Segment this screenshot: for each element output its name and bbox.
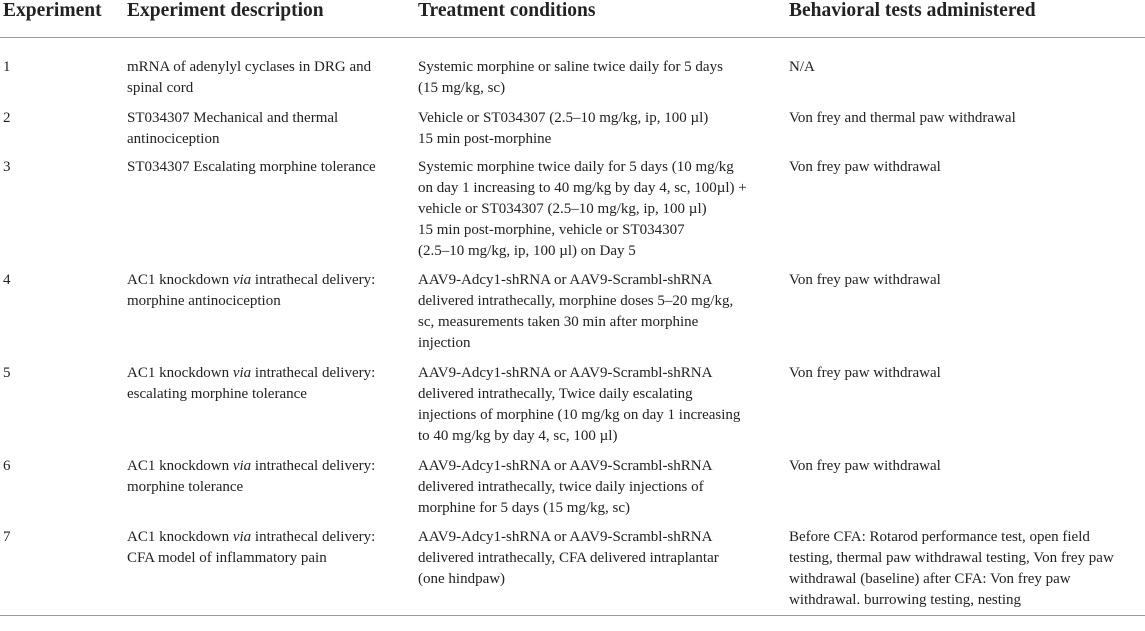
text-segment: intrathecal delivery: — [251, 529, 376, 545]
text-line: spinal cord — [127, 80, 194, 96]
text-line: on day 1 increasing to 40 mg/kg by day 4, sc, 100µl) + — [418, 180, 747, 196]
cell-description — [124, 356, 415, 449]
text-line: Von frey paw withdrawal — [789, 458, 941, 474]
table-row — [0, 520, 1145, 616]
table-row — [0, 356, 1145, 449]
text-segment: AC1 knockdown — [127, 529, 233, 545]
text-line: morphine antinociception — [127, 293, 281, 309]
text-line: (2.5–10 mg/kg, ip, 100 µl) on Day 5 — [418, 243, 636, 259]
text-line: 15 min post-morphine — [418, 131, 552, 147]
text-line: CFA model of inflammatory pain — [127, 550, 327, 566]
text-segment: intrathecal delivery: — [251, 272, 376, 288]
cell-experiment: 2 — [3, 110, 11, 126]
cell-treatment — [415, 263, 786, 356]
text-line — [127, 270, 409, 291]
cell-behavioral — [786, 356, 1145, 449]
text-line: withdrawal. burrowing testing, nesting — [789, 592, 1022, 608]
text-line: AAV9-Adcy1-shRNA or AAV9-Scrambl-shRNA — [418, 365, 713, 381]
cell-experiment: 5 — [3, 365, 11, 381]
table-row — [0, 449, 1145, 520]
text-line: (15 mg/kg, sc) — [418, 80, 506, 96]
text-segment: AC1 knockdown — [127, 365, 233, 381]
text-line: Before CFA: Rotarod performance test, open field — [789, 529, 1090, 545]
text-line — [127, 363, 409, 384]
text-line: to 40 mg/kg by day 4, sc, 100 µl) — [418, 428, 618, 444]
header-experiment: Experiment — [0, 0, 124, 38]
cell-treatment — [415, 101, 786, 150]
cell-description — [124, 449, 415, 520]
cell-experiment: 4 — [3, 272, 11, 288]
text-line: AAV9-Adcy1-shRNA or AAV9-Scrambl-shRNA — [418, 529, 713, 545]
text-line: injections of morphine (10 mg/kg on day 1 increasing — [418, 407, 741, 423]
table-row — [0, 150, 1145, 263]
text-line: Vehicle or ST034307 (2.5–10 mg/kg, ip, 100 µl) — [418, 110, 709, 126]
text-line: ST034307 Mechanical and thermal — [127, 110, 339, 126]
text-line: delivered intrathecally, morphine doses 5–20 mg/kg, — [418, 293, 734, 309]
text-line: N/A — [789, 59, 815, 75]
text-line — [127, 456, 409, 477]
table-row — [0, 263, 1145, 356]
text-line: Von frey paw withdrawal — [789, 159, 941, 175]
table-body — [0, 38, 1145, 616]
text-segment: intrathecal delivery: — [251, 365, 376, 381]
table-row — [0, 38, 1145, 102]
cell-description — [124, 263, 415, 356]
text-segment: intrathecal delivery: — [251, 458, 376, 474]
cell-description — [124, 38, 415, 102]
text-line: Systemic morphine twice daily for 5 days (10 mg/kg — [418, 159, 734, 175]
cell-treatment — [415, 449, 786, 520]
cell-description — [124, 520, 415, 616]
table-header — [0, 0, 1145, 38]
header-row — [0, 0, 1145, 38]
text-segment: AC1 knockdown — [127, 272, 233, 288]
italic-text: via — [232, 529, 252, 545]
cell-behavioral — [786, 150, 1145, 263]
text-line: Von frey paw withdrawal — [789, 365, 941, 381]
cell-treatment — [415, 356, 786, 449]
cell-treatment — [415, 150, 786, 263]
cell-treatment — [415, 38, 786, 102]
text-segment: AC1 knockdown — [127, 458, 233, 474]
text-line: testing, thermal paw withdrawal testing, Von frey paw — [789, 550, 1114, 566]
cell-behavioral — [786, 520, 1145, 616]
italic-text: via — [232, 458, 252, 474]
text-line: delivered intrathecally, Twice daily escalating — [418, 386, 693, 402]
cell-treatment — [415, 520, 786, 616]
text-line: delivered intrathecally, CFA delivered intraplantar — [418, 550, 719, 566]
text-line: morphine for 5 days (15 mg/kg, sc) — [418, 500, 631, 516]
text-line: Von frey paw withdrawal — [789, 272, 941, 288]
text-line: AAV9-Adcy1-shRNA or AAV9-Scrambl-shRNA — [418, 458, 713, 474]
cell-experiment: 7 — [0, 520, 124, 616]
table-row — [0, 101, 1145, 150]
text-line: (one hindpaw) — [418, 571, 506, 587]
header-description: Experiment description — [124, 0, 415, 38]
text-line: mRNA of adenylyl cyclases in DRG and — [127, 59, 372, 75]
cell-experiment: 3 — [3, 159, 11, 175]
text-line: AAV9-Adcy1-shRNA or AAV9-Scrambl-shRNA — [418, 272, 713, 288]
text-line: injection — [418, 335, 471, 351]
text-line: delivered intrathecally, twice daily injections of — [418, 479, 704, 495]
text-line: sc, measurements taken 30 min after morphine — [418, 314, 699, 330]
cell-behavioral — [786, 38, 1145, 102]
italic-text: via — [232, 365, 252, 381]
cell-behavioral — [786, 101, 1145, 150]
text-line: antinociception — [127, 131, 220, 147]
text-line: morphine tolerance — [127, 479, 244, 495]
text-line: vehicle or ST034307 (2.5–10 mg/kg, ip, 100 µl) — [418, 201, 707, 217]
cell-behavioral — [786, 449, 1145, 520]
header-treatment: Treatment conditions — [415, 0, 786, 38]
text-line: ST034307 Escalating morphine tolerance — [127, 159, 376, 175]
cell-experiment: 1 — [3, 59, 11, 75]
text-line: Systemic morphine or saline twice daily for 5 days — [418, 59, 723, 75]
cell-experiment: 6 — [3, 458, 11, 474]
cell-description — [124, 150, 415, 263]
text-line — [127, 527, 409, 548]
header-behavioral: Behavioral tests administered — [786, 0, 1145, 38]
text-line: 15 min post-morphine, vehicle or ST034307 — [418, 222, 685, 238]
text-line: withdrawal (baseline) after CFA: Von frey paw — [789, 571, 1071, 587]
text-line: escalating morphine tolerance — [127, 386, 307, 402]
cell-behavioral — [786, 263, 1145, 356]
italic-text: via — [232, 272, 252, 288]
cell-description — [124, 101, 415, 150]
text-line: Von frey and thermal paw withdrawal — [789, 110, 1016, 126]
